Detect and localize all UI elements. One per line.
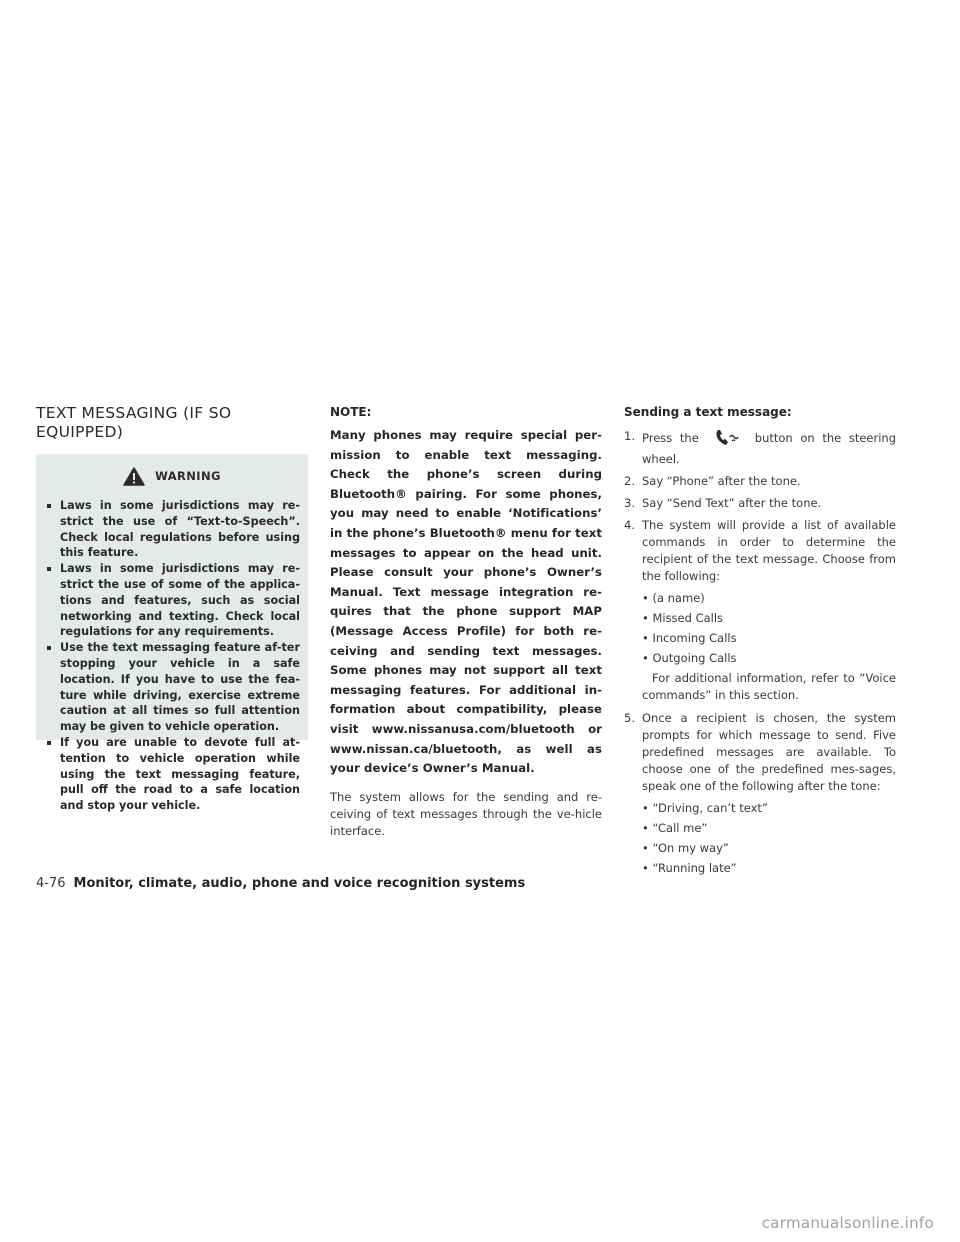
step-3	[624, 495, 896, 512]
note-block	[330, 404, 602, 840]
warning-label: WARNING	[155, 469, 221, 483]
step-number: 1.	[624, 429, 635, 443]
step-2	[624, 473, 896, 490]
step-1-text-pre: Press the	[642, 431, 699, 445]
section-title-line-1: TEXT MESSAGING (IF SO	[36, 404, 232, 422]
warning-list	[44, 498, 300, 814]
step-number: 5.	[624, 711, 635, 725]
step-2-text: Say “Phone” after the tone.	[642, 474, 801, 488]
step-5-text: Once a recipient is chosen, the system prompts for which message to send. Five predefined messages are available. To choose one of the predefined mes-sages, speak one of the following after the tone:	[642, 711, 896, 793]
step-number: 4.	[624, 518, 635, 532]
phone-voice-icon	[715, 428, 741, 451]
message-option: • “Driving, can’t text”	[642, 800, 896, 817]
warning-header	[44, 464, 300, 488]
warning-triangle-icon	[123, 467, 145, 486]
page-number: 4-76	[36, 876, 66, 891]
watermark: carmanualsonline.info	[761, 1214, 934, 1232]
step-1	[624, 428, 896, 468]
page-footer	[36, 876, 525, 891]
step-number: 2.	[624, 474, 635, 488]
warning-item: Laws in some jurisdictions may re-strict the use of some of the applica-tions and features, such as social networking and texting. Check local regulations for any requirements.	[44, 561, 300, 640]
recipient-option: • Outgoing Calls	[642, 650, 896, 667]
step-1-text-post: button on the steering wheel.	[642, 431, 896, 466]
step-number: 3.	[624, 496, 635, 510]
message-option: • “Running late”	[642, 860, 896, 877]
voice-commands-reference: For additional information, refer to “Voice commands” in this section.	[642, 671, 896, 702]
recipient-option: • (a name)	[642, 590, 896, 607]
step-3-text: Say “Send Text” after the tone.	[642, 496, 822, 510]
section-title-line-2: EQUIPPED)	[36, 423, 124, 441]
recipient-option: • Missed Calls	[642, 610, 896, 627]
recipient-option: • Incoming Calls	[642, 630, 896, 647]
sending-steps	[624, 404, 896, 880]
step-4	[624, 517, 896, 585]
warning-box	[36, 454, 308, 813]
note-title: NOTE:	[330, 405, 372, 419]
warning-item: If you are unable to devote full at-tention to vehicle operation while using the text messaging feature, pull off the road to a safe location and stop your vehicle.	[44, 735, 300, 814]
warning-item: Laws in some jurisdictions may re-strict the use of “Text-to-Speech”. Check local regulations before using this feature.	[44, 498, 300, 561]
chapter-title: Monitor, climate, audio, phone and voice recognition systems	[73, 876, 526, 891]
step-4-text: The system will provide a list of available commands in order to determine the recipient of the text message. Choose from the following:	[642, 518, 896, 583]
step-5	[624, 710, 896, 795]
sending-title: Sending a text message:	[624, 405, 792, 419]
note-body: Many phones may require special per-mission to enable text messaging. Check the phone’s screen during Bluetooth® pairing. For some phones, you may need to enable ‘Notifications’ in the phone’s Bluetooth® menu for text messages to appear on the head unit. Please consult your phone’s Owner’s Manual. Text message integration re-quires that the phone support MAP (Message Access Profile) for both re-ceiving and sending text messages. Some phones may not support all text messaging features. For additional in-formation about compatibility, please visit www.nissanusa.com/bluetooth or www.nissan.ca/bluetooth, as well as your device’s Owner’s Manual.	[330, 428, 602, 776]
intro-paragraph: The system allows for the sending and re-ceiving of text messages through the ve-hicle interface.	[330, 789, 602, 838]
section-title	[36, 404, 308, 442]
message-option: • “On my way”	[642, 840, 896, 857]
message-option: • “Call me”	[642, 820, 896, 837]
warning-item: Use the text messaging feature af-ter stopping your vehicle in a safe location. If you have to use the fea-ture while driving, exercise extreme caution at all times so full attention may be given to vehicle operation.	[44, 640, 300, 735]
